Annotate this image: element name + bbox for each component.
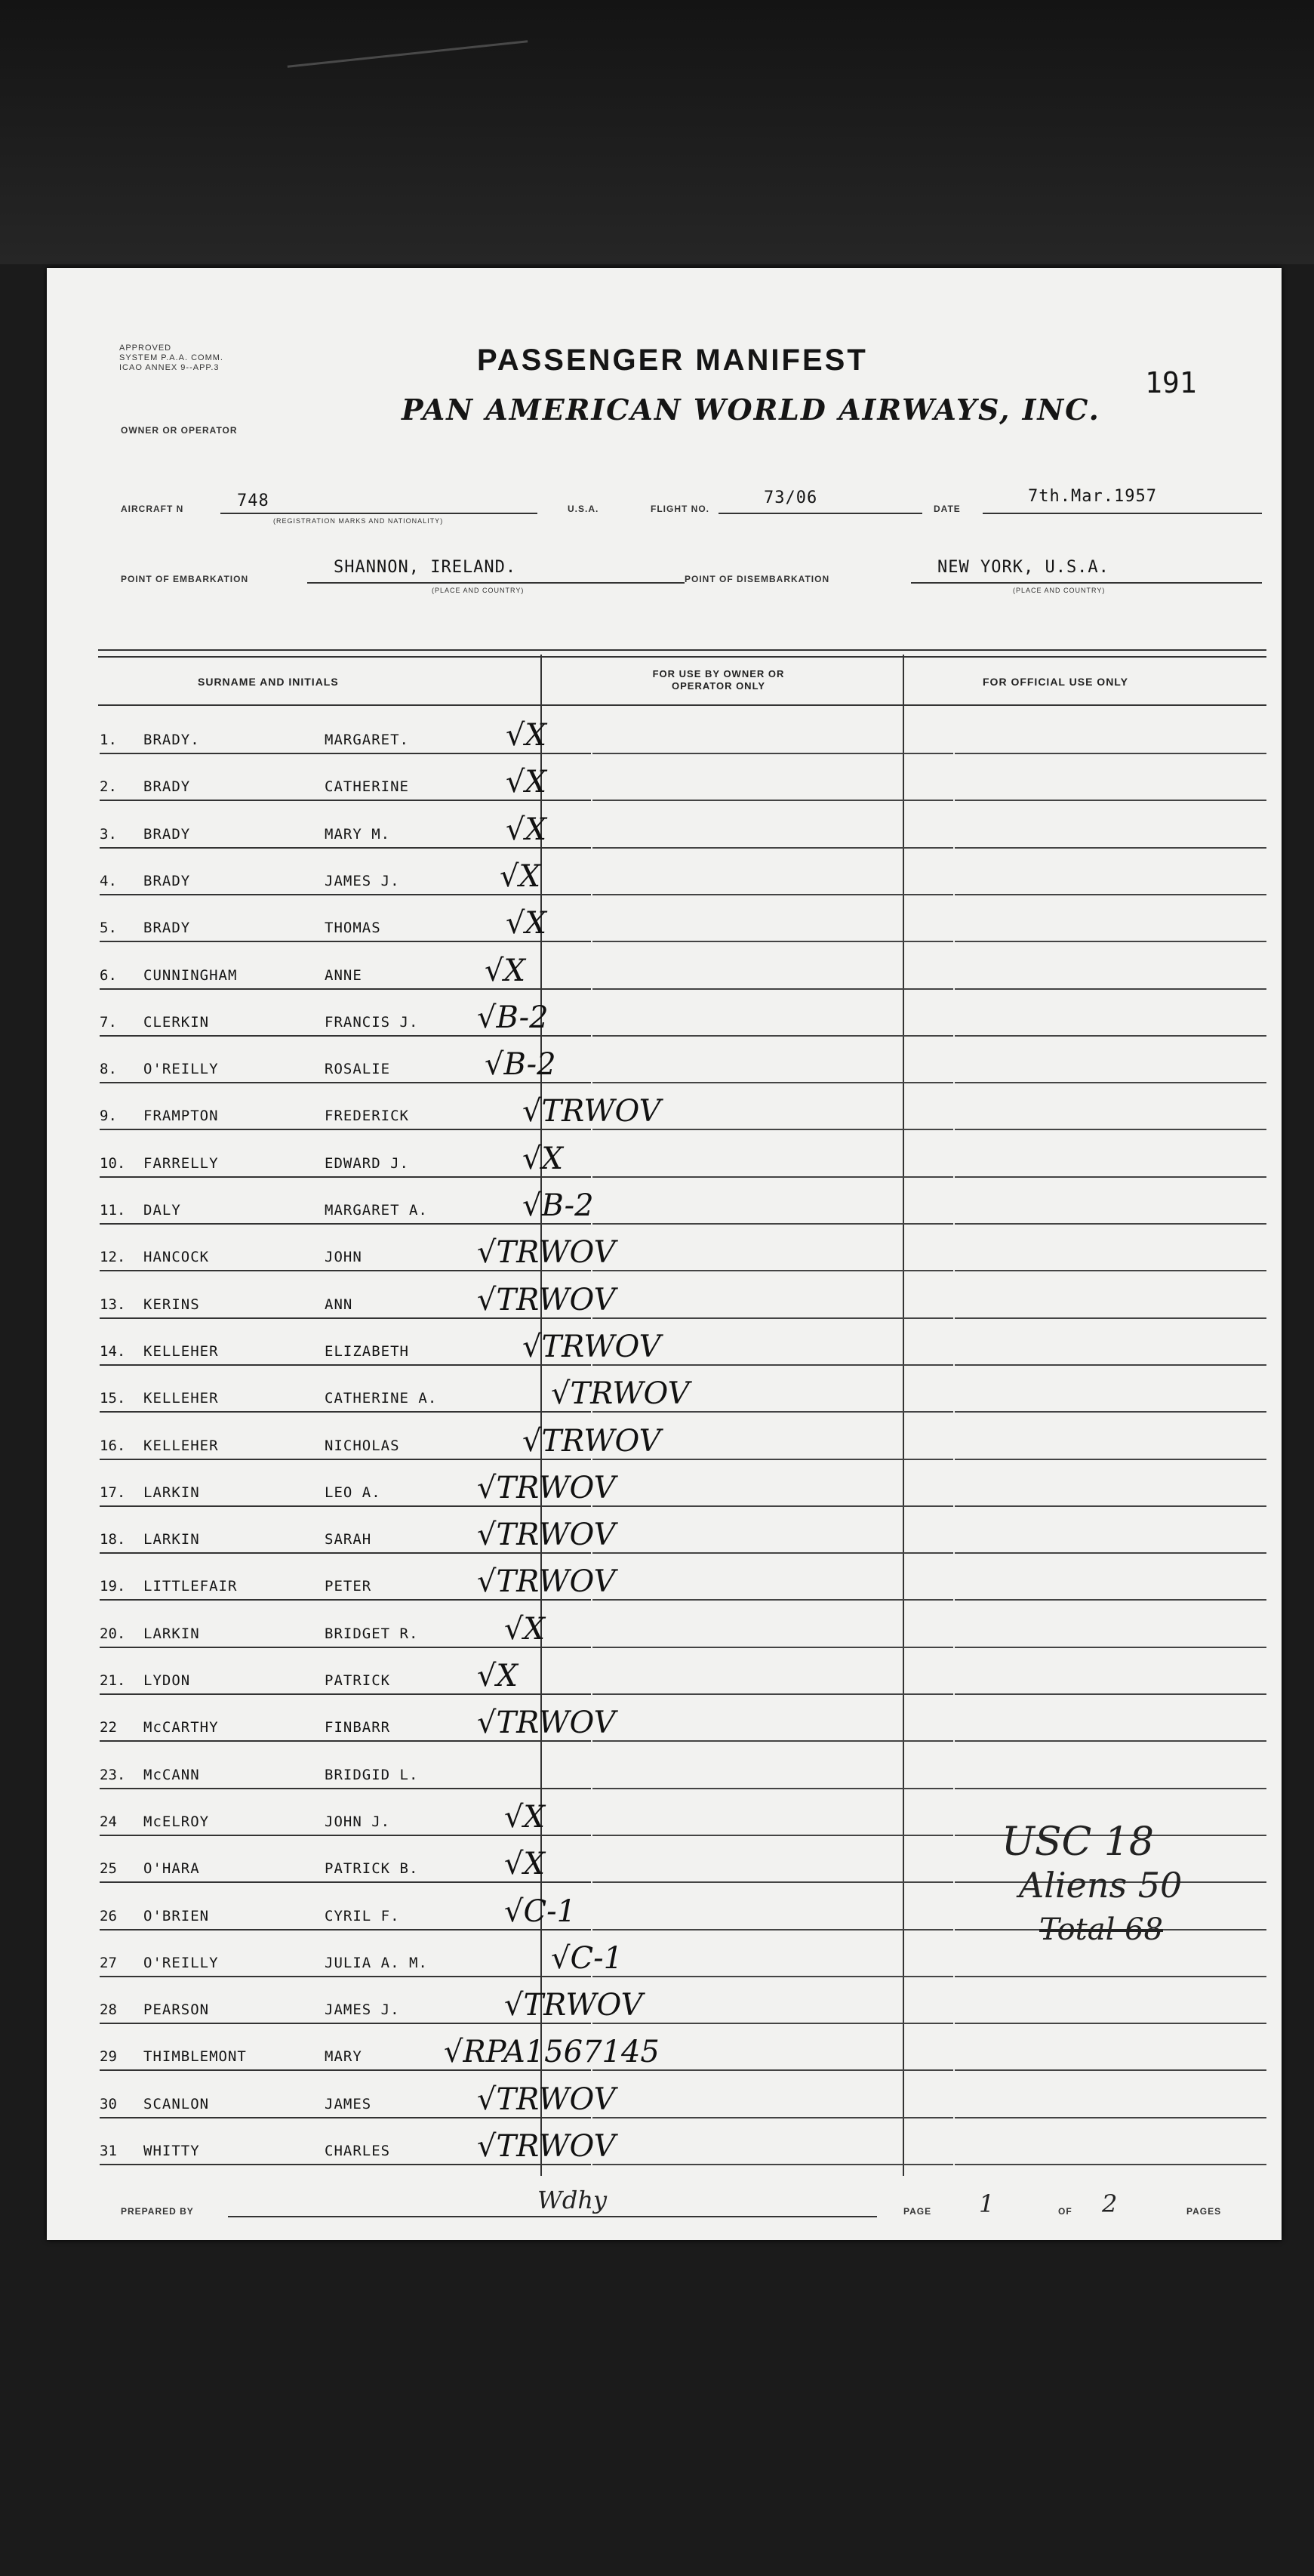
- row-number: 9.: [100, 1108, 117, 1125]
- passenger-given-name: JULIA A. M.: [325, 1954, 428, 1971]
- passenger-given-name: ELIZABETH: [325, 1342, 409, 1360]
- passenger-surname: O'REILLY: [143, 1954, 219, 1971]
- inspection-mark: √X: [477, 1659, 518, 1693]
- approval-block: [119, 344, 223, 373]
- inspection-mark: √TRWOV: [477, 1706, 616, 1741]
- header-rule: [98, 704, 1266, 706]
- table-row: [100, 1225, 1266, 1271]
- row-number: 11.: [100, 1202, 126, 1219]
- table-row: [100, 2024, 1266, 2071]
- passenger-given-name: JOHN: [325, 1249, 362, 1266]
- passenger-given-name: EDWARD J.: [325, 1154, 409, 1172]
- inspection-mark: √TRWOV: [522, 1423, 661, 1459]
- table-row: [100, 2118, 1266, 2165]
- inspection-mark: √B-2: [477, 1000, 549, 1035]
- passenger-given-name: THOMAS: [325, 920, 381, 937]
- row-number: 19.: [100, 1578, 126, 1595]
- flight-label: FLIGHT NO.: [651, 504, 709, 514]
- table-row: [100, 1037, 1266, 1083]
- passenger-surname: LARKIN: [143, 1531, 200, 1548]
- passenger-surname: KELLEHER: [143, 1390, 219, 1407]
- prepared-by-label: PREPARED BY: [121, 2206, 194, 2217]
- inspection-mark: √X: [522, 1141, 563, 1176]
- row-number: 1.: [100, 732, 117, 748]
- passenger-surname: KELLEHER: [143, 1342, 219, 1360]
- table-row: [100, 1319, 1266, 1366]
- row-number: 31: [100, 2143, 117, 2159]
- inspection-mark: √TRWOV: [477, 1518, 616, 1553]
- passenger-given-name: JOHN J.: [325, 1813, 391, 1830]
- passenger-given-name: ROSALIE: [325, 1061, 391, 1078]
- row-number: 20.: [100, 1625, 126, 1642]
- table-row: [100, 849, 1266, 895]
- passenger-given-name: MARGARET.: [325, 732, 409, 748]
- row-number: 2.: [100, 778, 117, 796]
- table-row: [100, 1272, 1266, 1319]
- passenger-given-name: PETER: [325, 1578, 372, 1595]
- table-row: [100, 1648, 1266, 1695]
- passenger-given-name: CATHERINE: [325, 778, 409, 796]
- table-row: [100, 1601, 1266, 1648]
- date-underline: [983, 513, 1262, 514]
- inspection-mark: √TRWOV: [522, 1094, 661, 1129]
- passenger-surname: LYDON: [143, 1672, 191, 1689]
- passenger-given-name: ANN: [325, 1296, 353, 1313]
- film-border-top: [0, 0, 1314, 264]
- row-number: 26: [100, 1907, 117, 1924]
- approval-line: SYSTEM P.A.A. COMM.: [119, 353, 223, 362]
- aircraft-sublabel: (REGISTRATION MARKS AND NATIONALITY): [273, 517, 444, 525]
- passenger-surname: BRADY: [143, 920, 191, 937]
- inspection-mark: √TRWOV: [477, 2129, 616, 2164]
- disembarkation-label: POINT OF DISEMBARKATION: [685, 574, 830, 584]
- aircraft-value: 748: [237, 491, 269, 510]
- embarkation-value: SHANNON, IRELAND.: [334, 558, 517, 577]
- inspection-mark: √X: [504, 1847, 545, 1882]
- inspection-mark: √X: [506, 812, 546, 847]
- usa-label: U.S.A.: [568, 504, 599, 514]
- passenger-surname: SCANLON: [143, 2095, 210, 2112]
- passenger-surname: LITTLEFAIR: [143, 1578, 238, 1595]
- table-row: [100, 1507, 1266, 1554]
- embarkation-underline: [307, 582, 685, 584]
- page-number: 191: [1145, 366, 1197, 399]
- disembarkation-sublabel: (PLACE AND COUNTRY): [1013, 587, 1106, 594]
- inspection-mark: √TRWOV: [477, 2081, 616, 2117]
- table-row: [100, 1460, 1266, 1507]
- date-label: DATE: [934, 504, 961, 514]
- official-note: Aliens 50: [1019, 1865, 1183, 1906]
- passenger-given-name: JAMES J.: [325, 2001, 400, 2019]
- passenger-surname: BRADY: [143, 778, 191, 796]
- passenger-surname: DALY: [143, 1202, 181, 1219]
- flight-date: 7th.Mar.1957: [1028, 487, 1157, 506]
- passenger-given-name: CYRIL F.: [325, 1907, 400, 1924]
- passenger-surname: BRADY: [143, 872, 191, 889]
- inspection-mark: √X: [506, 906, 546, 941]
- official-note: Total 68: [1039, 1912, 1163, 1947]
- passenger-surname: BRADY: [143, 825, 191, 843]
- row-number: 27: [100, 1954, 117, 1971]
- row-number: 22: [100, 1719, 117, 1736]
- inspection-mark: √TRWOV: [504, 1988, 643, 2023]
- column-header-name: SURNAME AND INITIALS: [198, 676, 339, 688]
- passenger-surname: McCARTHY: [143, 1719, 219, 1736]
- table-row: [100, 2072, 1266, 2118]
- table-row: [100, 895, 1266, 942]
- passenger-given-name: BRIDGID L.: [325, 1766, 419, 1783]
- passenger-given-name: JAMES: [325, 2095, 372, 2112]
- passenger-given-name: MARGARET A.: [325, 1202, 428, 1219]
- passenger-surname: CLERKIN: [143, 1013, 210, 1031]
- passenger-surname: HANCOCK: [143, 1249, 210, 1266]
- embarkation-label: POINT OF EMBARKATION: [121, 574, 249, 584]
- table-row: [100, 1178, 1266, 1225]
- inspection-mark: √X: [504, 1799, 545, 1835]
- passenger-given-name: BRIDGET R.: [325, 1625, 419, 1642]
- passenger-surname: WHITTY: [143, 2143, 200, 2159]
- inspection-mark: √B-2: [522, 1188, 594, 1223]
- row-number: 13.: [100, 1296, 126, 1313]
- table-row: [100, 754, 1266, 801]
- inspection-mark: √X: [504, 1611, 545, 1647]
- passenger-given-name: ANNE: [325, 966, 362, 984]
- row-rule: [955, 2164, 1266, 2165]
- passenger-surname: BRADY.: [143, 732, 200, 748]
- pages-label: PAGES: [1186, 2206, 1222, 2217]
- inspection-mark: √TRWOV: [477, 1235, 616, 1271]
- row-number: 24: [100, 1813, 117, 1830]
- inspection-mark: √C-1: [551, 1940, 623, 1976]
- aircraft-label: AIRCRAFT N: [121, 504, 184, 514]
- row-number: 30: [100, 2095, 117, 2112]
- row-number: 3.: [100, 825, 117, 843]
- inspection-mark: √TRWOV: [477, 1470, 616, 1505]
- table-row: [100, 802, 1266, 849]
- disembarkation-underline: [911, 582, 1262, 584]
- inspection-mark: √B-2: [485, 1047, 556, 1083]
- row-number: 17.: [100, 1484, 126, 1501]
- page-value: 1: [979, 2189, 995, 2218]
- table-row: [100, 1742, 1266, 1789]
- passenger-given-name: PATRICK B.: [325, 1860, 419, 1878]
- passenger-surname: PEARSON: [143, 2001, 210, 2019]
- passenger-given-name: SARAH: [325, 1531, 372, 1548]
- table-row: [100, 1977, 1266, 2024]
- page-label: PAGE: [903, 2206, 932, 2217]
- of-value: 2: [1102, 2189, 1118, 2218]
- passenger-surname: KELLEHER: [143, 1437, 219, 1454]
- passenger-given-name: FREDERICK: [325, 1108, 409, 1125]
- passenger-surname: KERINS: [143, 1296, 200, 1313]
- table-top-rule: [98, 649, 1266, 658]
- approval-line: APPROVED: [119, 344, 172, 353]
- row-number: 6.: [100, 966, 117, 984]
- passenger-surname: O'HARA: [143, 1860, 200, 1878]
- passenger-given-name: MARY: [325, 2048, 362, 2066]
- inspection-mark: √X: [485, 953, 525, 988]
- passenger-given-name: PATRICK: [325, 1672, 391, 1689]
- table-row: [100, 1083, 1266, 1130]
- passenger-surname: O'REILLY: [143, 1061, 219, 1078]
- flight-number: 73/06: [764, 488, 818, 507]
- table-row: [100, 1366, 1266, 1413]
- owner-label: OWNER OR OPERATOR: [121, 425, 238, 436]
- passenger-given-name: NICHOLAS: [325, 1437, 400, 1454]
- manifest-sheet: [47, 268, 1282, 2240]
- passenger-surname: FARRELLY: [143, 1154, 219, 1172]
- table-row: [100, 707, 1266, 754]
- passenger-surname: McELROY: [143, 1813, 210, 1830]
- row-number: 23.: [100, 1766, 126, 1783]
- row-rule: [592, 2164, 953, 2165]
- aircraft-underline: [220, 513, 537, 514]
- disembarkation-value: NEW YORK, U.S.A.: [937, 558, 1109, 577]
- row-number: 29: [100, 2048, 117, 2066]
- inspection-mark: √X: [506, 718, 546, 753]
- row-number: 7.: [100, 1013, 117, 1031]
- inspection-mark: √X: [506, 765, 546, 800]
- preparer-signature: Wdhy: [537, 2186, 608, 2214]
- approval-line: ICAO ANNEX 9--APP.3: [119, 363, 220, 372]
- official-note: USC 18: [1002, 1820, 1154, 1865]
- passenger-surname: McCANN: [143, 1766, 200, 1783]
- table-row: [100, 990, 1266, 1037]
- embarkation-sublabel: (PLACE AND COUNTRY): [432, 587, 525, 594]
- row-number: 5.: [100, 920, 117, 937]
- prepared-underline: [228, 2216, 877, 2217]
- inspection-mark: √X: [500, 858, 540, 894]
- row-number: 4.: [100, 872, 117, 889]
- row-number: 18.: [100, 1531, 126, 1548]
- passenger-given-name: CHARLES: [325, 2143, 391, 2159]
- table-row: [100, 1131, 1266, 1178]
- table-row: [100, 1413, 1266, 1460]
- table-row: [100, 1695, 1266, 1742]
- of-label: OF: [1058, 2206, 1072, 2217]
- flight-underline: [719, 513, 922, 514]
- passenger-given-name: MARY M.: [325, 825, 391, 843]
- page-title: PASSENGER MANIFEST: [477, 344, 868, 377]
- passenger-surname: LARKIN: [143, 1625, 200, 1642]
- column-header-owner: FOR USE BY OWNER OR OPERATOR ONLY: [652, 668, 785, 692]
- row-number: 14.: [100, 1342, 126, 1360]
- operator-name: PAN AMERICAN WORLD AIRWAYS, INC.: [402, 393, 1100, 427]
- inspection-mark: √TRWOV: [477, 1282, 616, 1317]
- passenger-given-name: JAMES J.: [325, 872, 400, 889]
- row-number: 8.: [100, 1061, 117, 1078]
- row-number: 16.: [100, 1437, 126, 1454]
- passenger-surname: THIMBLEMONT: [143, 2048, 247, 2066]
- passenger-surname: O'BRIEN: [143, 1907, 210, 1924]
- inspection-mark: √TRWOV: [551, 1376, 690, 1412]
- row-number: 10.: [100, 1154, 126, 1172]
- passenger-surname: FRAMPTON: [143, 1108, 219, 1125]
- passenger-given-name: CATHERINE A.: [325, 1390, 438, 1407]
- passenger-surname: CUNNINGHAM: [143, 966, 238, 984]
- inspection-mark: √TRWOV: [477, 1564, 616, 1600]
- passenger-given-name: FRANCIS J.: [325, 1013, 419, 1031]
- row-rule: [100, 2164, 591, 2165]
- passenger-given-name: FINBARR: [325, 1719, 391, 1736]
- row-number: 15.: [100, 1390, 126, 1407]
- row-number: 28: [100, 2001, 117, 2019]
- row-number: 12.: [100, 1249, 126, 1266]
- passenger-surname: LARKIN: [143, 1484, 200, 1501]
- row-number: 21.: [100, 1672, 126, 1689]
- inspection-mark: √C-1: [504, 1893, 577, 1929]
- column-header-official: FOR OFFICIAL USE ONLY: [983, 676, 1128, 688]
- inspection-mark: √RPA1567145: [444, 2035, 660, 2070]
- inspection-mark: √TRWOV: [522, 1329, 661, 1364]
- table-row: [100, 1554, 1266, 1601]
- row-number: 25: [100, 1860, 117, 1878]
- table-row: [100, 943, 1266, 990]
- passenger-given-name: LEO A.: [325, 1484, 381, 1501]
